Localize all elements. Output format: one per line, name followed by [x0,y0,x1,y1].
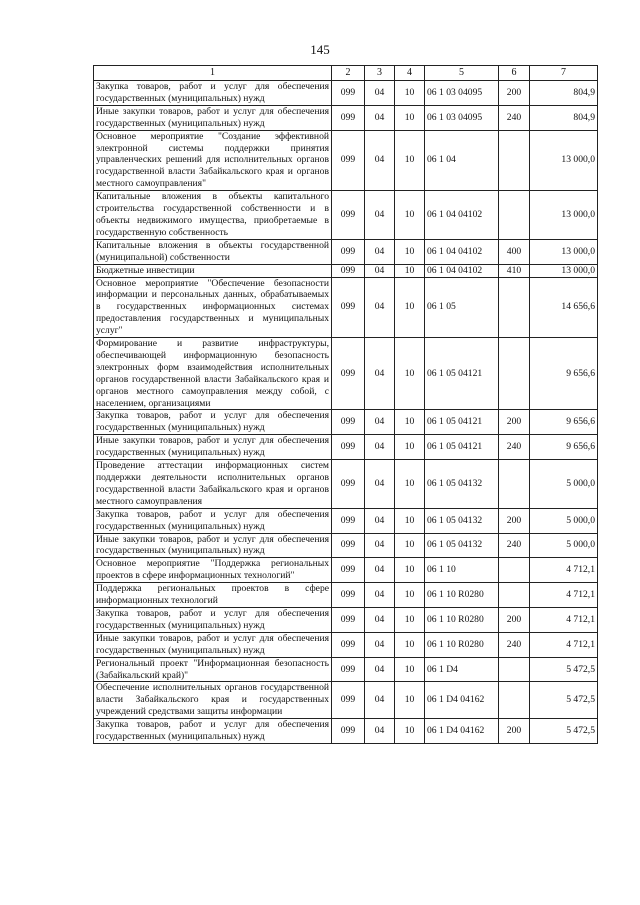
row-name-cell: Региональный проект "Информационная безопасность (Забайкальский край)" [94,657,332,682]
table-row [94,410,598,435]
row-name-cell: Иные закупки товаров, работ и услуг для обеспечения государственных (муниципальных) нужд [94,533,332,558]
row-subsection-cell: 10 [395,191,425,240]
row-amount-cell: 13 000,0 [530,239,598,264]
row-name-cell: Основное мероприятие "Создание эффективной электронной системы поддержки принятия управленческих решений для исполнительных органов государственной власти Забайкальского края и органов местного самоуправления" [94,130,332,191]
row-name-cell: Основное мероприятие "Обеспечение безопасности информации и персональных данных, обрабатываемых в государственных информационных системах предоставления государственных и муниципальных услуг" [94,277,332,338]
row-target-code-cell: 06 1 04 04102 [425,191,499,240]
row-target-code-cell: 06 1 05 04121 [425,435,499,460]
row-amount-cell: 5 000,0 [530,533,598,558]
header-cell: 1 [94,66,332,81]
row-target-code-cell: 06 1 05 04121 [425,338,499,410]
header-cell: 6 [499,66,530,81]
row-section-cell: 04 [365,607,395,632]
row-expense-type-cell [499,130,530,191]
row-section-cell: 04 [365,719,395,744]
table-row [94,607,598,632]
row-expense-type-cell: 410 [499,264,530,277]
row-admin-code-cell: 099 [332,533,365,558]
row-name-cell: Закупка товаров, работ и услуг для обеспечения государственных (муниципальных) нужд [94,410,332,435]
row-expense-type-cell [499,682,530,719]
row-subsection-cell: 10 [395,682,425,719]
row-target-code-cell: 06 1 04 04102 [425,239,499,264]
row-amount-cell: 804,9 [530,81,598,106]
row-expense-type-cell: 200 [499,508,530,533]
row-amount-cell: 13 000,0 [530,191,598,240]
row-section-cell: 04 [365,632,395,657]
row-name-cell: Поддержка региональных проектов в сфере информационных технологий [94,583,332,608]
row-target-code-cell: 06 1 05 04132 [425,508,499,533]
row-section-cell: 04 [365,81,395,106]
row-name-cell: Закупка товаров, работ и услуг для обеспечения государственных (муниципальных) нужд [94,719,332,744]
row-admin-code-cell: 099 [332,264,365,277]
row-expense-type-cell: 400 [499,239,530,264]
row-subsection-cell: 10 [395,657,425,682]
row-admin-code-cell: 099 [332,105,365,130]
row-name-cell: Иные закупки товаров, работ и услуг для обеспечения государственных (муниципальных) нужд [94,632,332,657]
row-expense-type-cell: 240 [499,533,530,558]
row-name-cell: Капитальные вложения в объекты государственной (муниципальной) собственности [94,239,332,264]
row-expense-type-cell: 240 [499,105,530,130]
row-subsection-cell: 10 [395,264,425,277]
row-expense-type-cell: 240 [499,435,530,460]
row-subsection-cell: 10 [395,460,425,509]
row-target-code-cell: 06 1 04 04102 [425,264,499,277]
row-admin-code-cell: 099 [332,435,365,460]
table-row [94,338,598,410]
table-row [94,508,598,533]
table-row [94,239,598,264]
page-number: 145 [310,42,330,57]
header-cell: 5 [425,66,499,81]
row-target-code-cell: 06 1 10 [425,558,499,583]
row-amount-cell: 4 712,1 [530,558,598,583]
table-row [94,130,598,191]
row-subsection-cell: 10 [395,607,425,632]
row-admin-code-cell: 099 [332,607,365,632]
row-subsection-cell: 10 [395,130,425,191]
row-amount-cell: 13 000,0 [530,130,598,191]
row-section-cell: 04 [365,435,395,460]
row-amount-cell: 4 712,1 [530,607,598,632]
row-target-code-cell: 06 1 03 04095 [425,105,499,130]
row-amount-cell: 804,9 [530,105,598,130]
row-target-code-cell: 06 1 D4 [425,657,499,682]
row-admin-code-cell: 099 [332,508,365,533]
table-row [94,81,598,106]
row-target-code-cell: 06 1 05 04132 [425,460,499,509]
row-expense-type-cell: 200 [499,410,530,435]
table-row [94,657,598,682]
row-amount-cell: 9 656,6 [530,435,598,460]
row-expense-type-cell: 200 [499,81,530,106]
table-row [94,558,598,583]
row-section-cell: 04 [365,657,395,682]
row-name-cell: Закупка товаров, работ и услуг для обеспечения государственных (муниципальных) нужд [94,607,332,632]
row-section-cell: 04 [365,338,395,410]
row-name-cell: Проведение аттестации информационных систем поддержки деятельности исполнительных органов государственной власти Забайкальского края и органов местного самоуправления [94,460,332,509]
row-section-cell: 04 [365,264,395,277]
row-name-cell: Иные закупки товаров, работ и услуг для обеспечения государственных (муниципальных) нужд [94,105,332,130]
table-header-row [94,66,598,81]
row-admin-code-cell: 099 [332,277,365,338]
row-expense-type-cell [499,277,530,338]
row-section-cell: 04 [365,277,395,338]
row-admin-code-cell: 099 [332,130,365,191]
row-subsection-cell: 10 [395,239,425,264]
row-section-cell: 04 [365,533,395,558]
row-amount-cell: 14 656,6 [530,277,598,338]
header-cell: 7 [530,66,598,81]
row-name-cell: Закупка товаров, работ и услуг для обеспечения государственных (муниципальных) нужд [94,81,332,106]
row-section-cell: 04 [365,460,395,509]
row-amount-cell: 9 656,6 [530,338,598,410]
row-section-cell: 04 [365,583,395,608]
row-target-code-cell: 06 1 03 04095 [425,81,499,106]
row-admin-code-cell: 099 [332,410,365,435]
row-name-cell: Иные закупки товаров, работ и услуг для обеспечения государственных (муниципальных) нужд [94,435,332,460]
header-cell: 2 [332,66,365,81]
row-expense-type-cell [499,583,530,608]
table-row [94,191,598,240]
table-row [94,277,598,338]
row-section-cell: 04 [365,105,395,130]
row-amount-cell: 4 712,1 [530,583,598,608]
row-amount-cell: 9 656,6 [530,410,598,435]
row-expense-type-cell: 200 [499,719,530,744]
row-amount-cell: 5 000,0 [530,460,598,509]
row-subsection-cell: 10 [395,338,425,410]
row-target-code-cell: 06 1 05 04132 [425,533,499,558]
row-target-code-cell: 06 1 05 [425,277,499,338]
row-name-cell: Закупка товаров, работ и услуг для обеспечения государственных (муниципальных) нужд [94,508,332,533]
row-subsection-cell: 10 [395,435,425,460]
row-target-code-cell: 06 1 D4 04162 [425,719,499,744]
row-subsection-cell: 10 [395,558,425,583]
row-target-code-cell: 06 1 10 R0280 [425,583,499,608]
row-admin-code-cell: 099 [332,558,365,583]
row-section-cell: 04 [365,682,395,719]
table-row [94,719,598,744]
row-name-cell: Капитальные вложения в объекты капитального строительства государственной собственности и в объекты недвижимого имущества, приобретаемые в государственную собственность [94,191,332,240]
row-name-cell: Бюджетные инвестиции [94,264,332,277]
table-row [94,460,598,509]
table-row [94,632,598,657]
row-admin-code-cell: 099 [332,583,365,608]
row-subsection-cell: 10 [395,632,425,657]
row-subsection-cell: 10 [395,719,425,744]
table-row [94,435,598,460]
row-expense-type-cell: 240 [499,632,530,657]
row-admin-code-cell: 099 [332,191,365,240]
row-subsection-cell: 10 [395,533,425,558]
row-admin-code-cell: 099 [332,81,365,106]
row-subsection-cell: 10 [395,583,425,608]
row-admin-code-cell: 099 [332,338,365,410]
row-amount-cell: 5 472,5 [530,682,598,719]
row-subsection-cell: 10 [395,81,425,106]
row-amount-cell: 5 000,0 [530,508,598,533]
row-name-cell: Основное мероприятие "Поддержка региональных проектов в сфере информационных технологий" [94,558,332,583]
row-target-code-cell: 06 1 D4 04162 [425,682,499,719]
row-subsection-cell: 10 [395,277,425,338]
table-row [94,264,598,277]
row-target-code-cell: 06 1 04 [425,130,499,191]
row-expense-type-cell [499,338,530,410]
table-row [94,533,598,558]
row-subsection-cell: 10 [395,508,425,533]
row-expense-type-cell [499,191,530,240]
header-cell: 4 [395,66,425,81]
row-admin-code-cell: 099 [332,657,365,682]
row-section-cell: 04 [365,191,395,240]
row-section-cell: 04 [365,558,395,583]
row-name-cell: Обеспечение исполнительных органов государственной власти Забайкальского края и государственных учреждений средствами защиты информации [94,682,332,719]
row-expense-type-cell [499,558,530,583]
row-expense-type-cell: 200 [499,607,530,632]
row-section-cell: 04 [365,508,395,533]
row-name-cell: Формирование и развитие инфраструктуры, обеспечивающей информационную безопасность электронных форм взаимодействия исполнительных органов государственной власти Забайкальского края и органов местного самоуправления между собой, с населением, организациями [94,338,332,410]
row-section-cell: 04 [365,410,395,435]
header-cell: 3 [365,66,395,81]
table-row [94,105,598,130]
row-admin-code-cell: 099 [332,682,365,719]
row-expense-type-cell [499,657,530,682]
row-admin-code-cell: 099 [332,239,365,264]
row-admin-code-cell: 099 [332,460,365,509]
row-amount-cell: 13 000,0 [530,264,598,277]
row-admin-code-cell: 099 [332,632,365,657]
budget-table [93,65,598,744]
table-row [94,583,598,608]
row-amount-cell: 5 472,5 [530,657,598,682]
row-subsection-cell: 10 [395,410,425,435]
row-target-code-cell: 06 1 05 04121 [425,410,499,435]
row-subsection-cell: 10 [395,105,425,130]
row-target-code-cell: 06 1 10 R0280 [425,607,499,632]
row-expense-type-cell [499,460,530,509]
row-amount-cell: 4 712,1 [530,632,598,657]
row-section-cell: 04 [365,130,395,191]
table-row [94,682,598,719]
row-section-cell: 04 [365,239,395,264]
row-amount-cell: 5 472,5 [530,719,598,744]
row-admin-code-cell: 099 [332,719,365,744]
row-target-code-cell: 06 1 10 R0280 [425,632,499,657]
